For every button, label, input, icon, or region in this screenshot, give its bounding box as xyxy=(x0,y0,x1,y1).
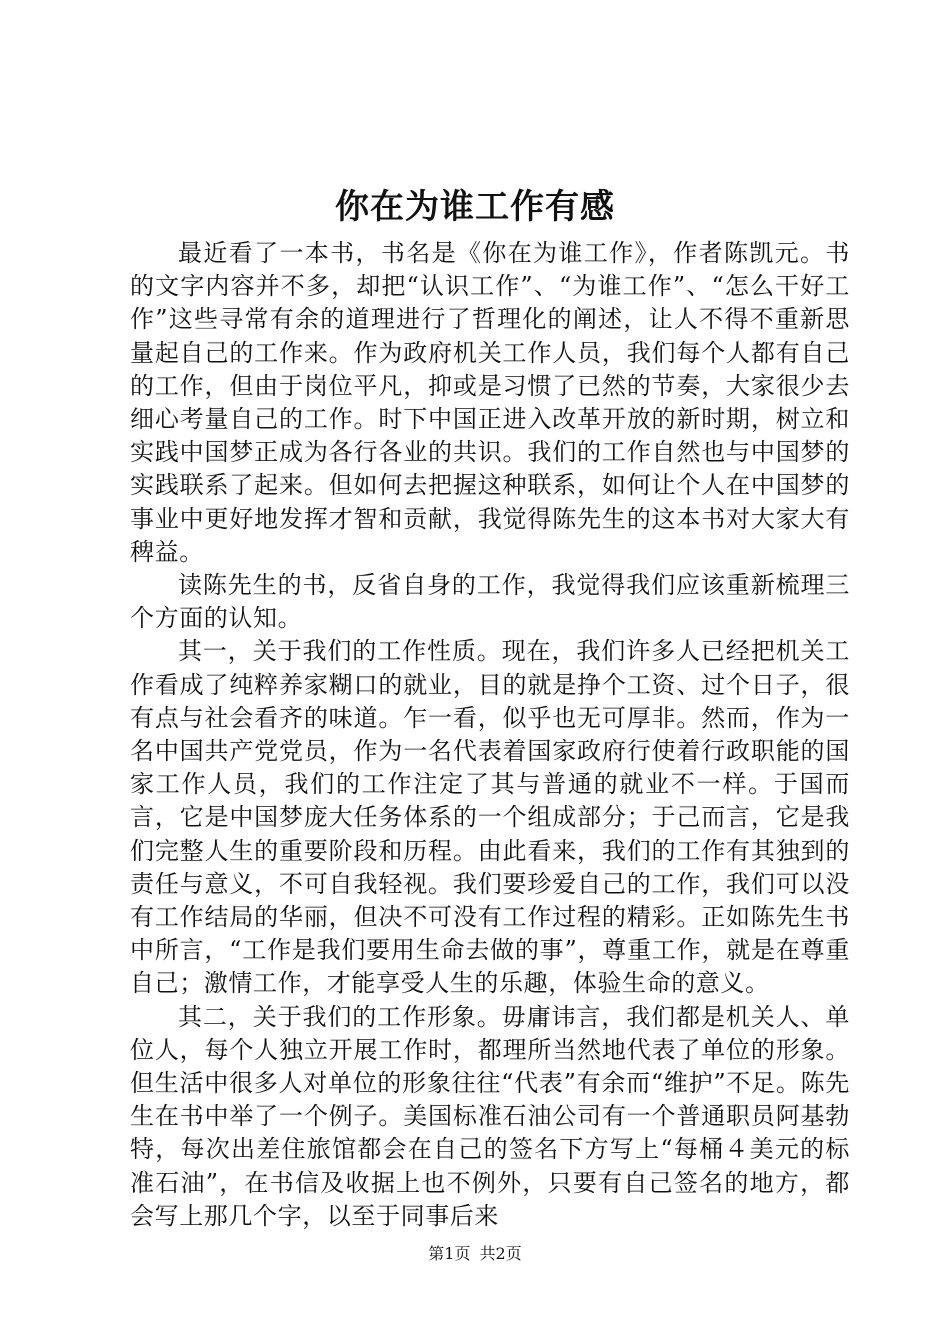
document-body xyxy=(130,237,850,1233)
paragraph-4: 其二，关于我们的工作形象。毋庸讳言，我们都是机关人、单位人，每个人独立开展工作时，都理所当然地代表了单位的形象。但生活中很多人对单位的形象往往“代表”有余而“维护”不足。陈先生在书中举了一个例子。美国标准石油公司有一个普通职员阿基勃特，每次出差住旅馆都会在自己的签名下方写上“每桶４美元的标准石油”，在书信及收据上也不例外，只要有自己签名的地方，都会写上那几个字，以至于同事后来 xyxy=(130,1002,850,1230)
paragraph-2: 读陈先生的书，反省自身的工作，我觉得我们应该重新梳理三个方面的认知。 xyxy=(130,571,850,633)
paragraph-3: 其一，关于我们的工作性质。现在，我们许多人已经把机关工作看成了纯粹养家糊口的就业，目的就是挣个工资、过个日子，很有点与社会看齐的味道。乍一看，似乎也无可厚非。然而，作为一名中国共产党党员，作为一名代表着国家政府行使着行政职能的国家工作人员，我们的工作注定了其与普通的就业不一样。于国而言，它是中国梦庞大任务体系的一个组成部分；于己而言，它是我们完整人生的重要阶段和历程。由此看来，我们的工作有其独到的责任与意义，不可自我轻视。我们要珍爱自己的工作，我们可以没有工作结局的华丽，但决不可没有工作过程的精彩。正如陈先生书中所言，“工作是我们要用生命去做的事”，尊重工作，就是在尊重自己；激情工作，才能享受人生的乐趣，体验生命的意义。 xyxy=(130,637,850,998)
total-page-count: 共2页 xyxy=(479,1244,522,1263)
paragraph-1: 最近看了一本书，书名是《你在为谁工作》，作者陈凯元。书的文字内容并不多，却把“认识工作”、“为谁工作”、“怎么干好工作”这些寻常有余的道理进行了哲理化的阐述，让人不得不重新思量起自己的工作来。作为政府机关工作人员，我们每个人都有自己的工作，但由于岗位平凡，抑或是习惯了已然的节奏，大家很少去细心考量自己的工作。时下中国正进入改革开放的新时期，树立和实践中国梦正成为各行各业的共识。我们的工作自然也与中国梦的实践联系了起来。但如何去把握这种联系，如何让个人在中国梦的事业中更好地发挥才智和贡献，我觉得陈先生的这本书对大家大有稗益。 xyxy=(130,239,850,566)
page-footer xyxy=(0,1242,950,1266)
current-page-number: 第1页 xyxy=(428,1244,471,1263)
document-title: 你在为谁工作有感 xyxy=(335,187,615,227)
